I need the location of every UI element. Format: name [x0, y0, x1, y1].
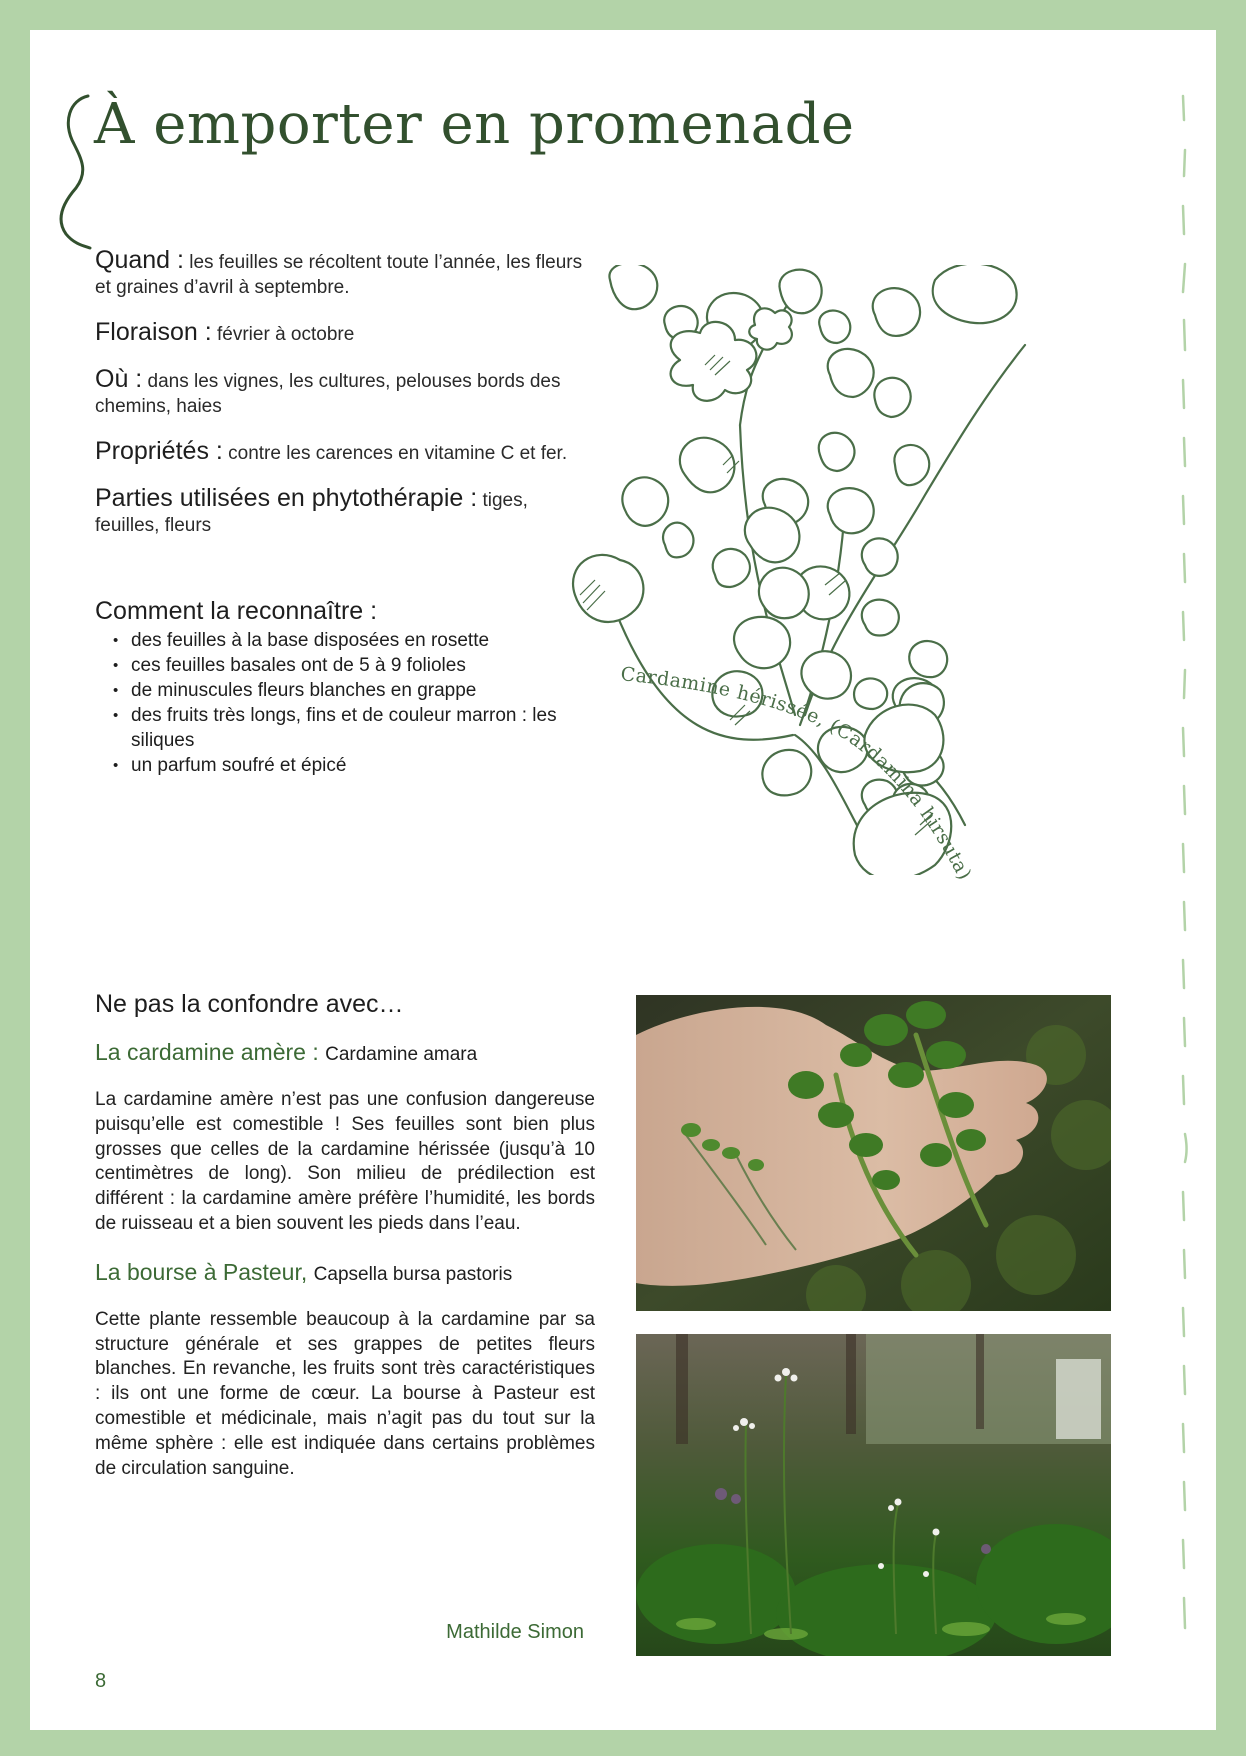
svg-text:Cardamine hérissée, (Cardamina — [620, 663, 976, 884]
recognition-title: Comment la reconnaître : — [95, 597, 378, 625]
list-item: • un parfum soufré et épicé — [131, 753, 605, 778]
recognition-section — [95, 596, 605, 778]
confusion-section — [95, 990, 595, 1503]
photo-cardamine-amara — [636, 995, 1111, 1311]
dashed-line-decoration — [1175, 88, 1205, 1688]
swirl-decoration-icon — [48, 92, 98, 252]
proprietes-value: contre les carences en vitamine C et fer. — [228, 443, 568, 464]
list-item: • des fruits très longs, fins et de couleur marron : les siliques — [131, 703, 605, 753]
floraison-label: Floraison : — [95, 318, 212, 346]
illustration-caption — [600, 660, 1020, 920]
quand-value: les feuilles se récoltent toute l’année, les fleurs et graines d’avril à septembre. — [95, 252, 583, 298]
species-title-capsella — [95, 1259, 595, 1286]
confusion-title: Ne pas la confondre avec… — [95, 990, 404, 1018]
parties-value: tiges, feuilles, fleurs — [95, 490, 528, 536]
floraison-value: février à octobre — [217, 324, 355, 345]
species-name: La cardamine amère : — [95, 1039, 319, 1065]
species-latin: Capsella bursa pastoris — [313, 1263, 513, 1285]
species-latin: Cardamine amara — [325, 1044, 478, 1065]
species-name: La bourse à Pasteur, — [95, 1258, 308, 1285]
info-parties — [95, 486, 595, 538]
species-text: La cardamine amère n’est pas une confusion dangereuse puisqu’elle est comestible ! Ses feuilles sont bien plus grosses que celles de la cardamine hérissée (jusqu’à 10 centimètres de long). Son milieu de prédilection est différent : la cardamine amère préfère l’humidité, les bords de ruisseau et a bien souvent les pieds dans l’eau. — [95, 1089, 595, 1234]
list-item: • des feuilles à la base disposées en rosette — [131, 628, 605, 653]
parties-label: Parties utilisées en phytothérapie : — [95, 484, 478, 512]
info-floraison — [95, 320, 595, 347]
author-name: Mathilde Simon — [446, 1621, 584, 1643]
caption-text: Cardamine hérissée, (Cardamina hirsuta) — [619, 663, 976, 884]
proprietes-label: Propriétés : — [95, 437, 223, 465]
page-number: 8 — [95, 1670, 107, 1692]
list-item: • ces feuilles basales ont de 5 à 9 folioles — [131, 653, 605, 678]
plant-info — [95, 248, 595, 558]
ou-value: dans les vignes, les cultures, pelouses bords des chemins, haies — [95, 371, 561, 417]
quand-label: Quand : — [95, 246, 184, 274]
recognition-list — [95, 628, 605, 778]
list-item: • de minuscules fleurs blanches en grappe — [131, 678, 605, 703]
page-title: À emporter en promenade — [94, 92, 855, 157]
photo-capsella-bursa-pastoris — [636, 1334, 1111, 1656]
info-proprietes — [95, 439, 595, 466]
species-title-amara — [95, 1039, 595, 1066]
ou-label: Où : — [95, 365, 143, 393]
info-quand — [95, 248, 595, 300]
info-ou — [95, 367, 595, 419]
species-text: Cette plante ressemble beaucoup à la cardamine par sa structure générale et ses grappes de petites fleurs blanches. En revanche, les fruits sont très caractéristiques : ils ont une forme de cœur. La bourse à Pasteur est comestible et médicinale, mais n’agit pas du tout sur la même sphère : elle est indiquée dans certains problèmes de circulation sanguine. — [95, 1308, 595, 1479]
